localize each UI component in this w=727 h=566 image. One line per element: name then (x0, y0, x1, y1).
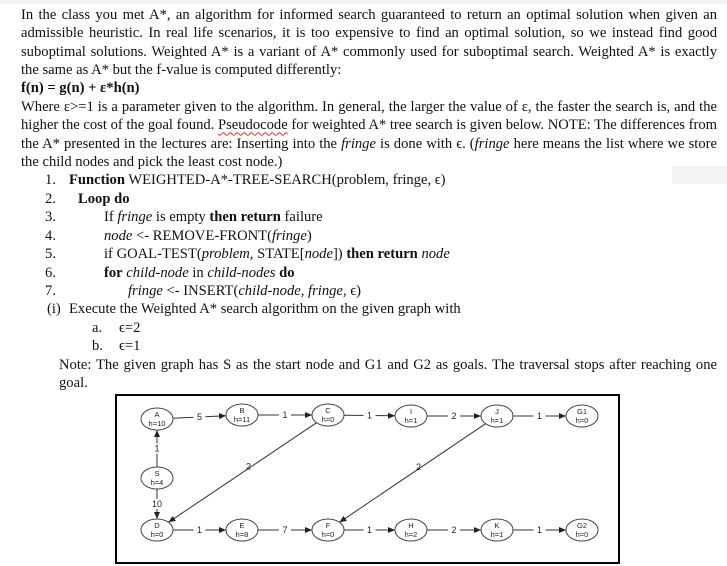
line-text: child-node, fringe, (238, 283, 347, 299)
algo-line-2: Loop do (78, 191, 130, 207)
line-text: node (304, 246, 333, 262)
node-label: F (325, 521, 331, 530)
line-number: 7. (45, 283, 56, 299)
p2-text-b: for weighted A* tree search is given below. NOTE: The differences from the A* presented in the lectures are: Inserting into the (21, 117, 718, 152)
edge-weight-E-F: 7 (282, 525, 288, 535)
edge-weight-S-A: 1 (154, 443, 160, 454)
edge-weight-B-C: 1 (282, 410, 288, 420)
node-heuristic: h=0 (150, 530, 164, 539)
formula: f(n) = g(n) + ε*h(n) (21, 80, 140, 96)
line-text: fringe (128, 283, 163, 299)
algo-line-4 (104, 228, 312, 245)
edge-weight-I-J: 2 (451, 411, 457, 421)
node-J (481, 405, 513, 427)
algo-line-6 (104, 265, 295, 282)
edge-weight-F-H: 1 (366, 525, 373, 535)
option-a-number: a. (92, 320, 103, 336)
node-heuristic: h=1 (490, 530, 504, 539)
edge-weight-C-D: 2 (245, 461, 252, 472)
node-F (312, 519, 344, 541)
line-text: child-nodes (207, 265, 276, 281)
node-heuristic: h=10 (148, 419, 166, 428)
line-text: problem, (201, 246, 254, 262)
edge-weight-J-F: 2 (415, 462, 422, 472)
node-B (226, 404, 258, 426)
line-text: fringe (117, 209, 153, 225)
edge-weight-C-I: 1 (366, 410, 373, 421)
node-E (226, 519, 258, 541)
line-text: <- INSERT( (162, 283, 239, 299)
keyword: then return (346, 246, 418, 262)
p2-text-d: here means the list where we store the child nodes and pick the least cost node.) (21, 135, 717, 171)
pseudocode-word: Pseudocode (217, 117, 288, 134)
node-label: G2 (576, 521, 588, 530)
edge-weight-S-D: 10 (151, 499, 163, 509)
keyword: then return (209, 209, 281, 225)
question-text: Execute the Weighted A* search algorithm on the given graph with (69, 301, 461, 317)
node-heuristic: h=8 (235, 530, 249, 539)
node-heuristic: h=1 (404, 416, 418, 425)
keyword: Function (69, 172, 125, 188)
keyword: for (104, 265, 123, 281)
line-text: WEIGHTED-A*-TREE-SEARCH(problem, fringe, ϵ) (124, 172, 446, 188)
node-heuristic: h=0 (321, 415, 335, 424)
edge-weight-D-E: 1 (196, 525, 203, 535)
node-G2 (566, 519, 598, 541)
line-number: 1. (45, 172, 56, 188)
line-text: <- REMOVE-FRONT( (132, 228, 272, 244)
node-label: C (325, 406, 331, 415)
node-I (395, 405, 427, 427)
line-text: if GOAL-TEST( (104, 246, 202, 262)
line-number: 2. (45, 191, 56, 207)
line-text: ]) (332, 246, 347, 262)
node-H (395, 519, 427, 541)
node-label: I (409, 407, 413, 416)
edge-weight-J-G1: 1 (536, 411, 543, 421)
line-number: 5. (45, 246, 56, 262)
node-label: E (239, 521, 245, 530)
edge-weight-A-B: 5 (196, 412, 203, 422)
line-number: 4. (45, 228, 56, 244)
node-heuristic: h=1 (490, 416, 504, 425)
intro-paragraph: In the class you met A*, an algorithm for informed search guaranteed to return an optimal solution when given an admissible heuristic. In real life scenarios, it is too expensive to find an optimal solution, so we instead find good suboptimal solutions. Weighted A* is a variant of A* commonly used for suboptimal search. Weighted A* is exactly the same as A* but the f-value is computed differently: (21, 7, 717, 79)
node-label: D (154, 521, 160, 530)
line-text: If (104, 209, 118, 225)
node-A (141, 408, 173, 430)
node-label: H (408, 521, 414, 530)
line-text: ϵ) (346, 283, 361, 299)
line-text: ) (306, 228, 312, 244)
node-label: S (154, 469, 160, 478)
node-G1 (566, 405, 598, 427)
line-text: failure (280, 209, 323, 225)
node-heuristic: h=4 (150, 478, 164, 487)
node-label: G1 (576, 407, 588, 416)
node-K (481, 519, 513, 541)
line-text: in (188, 265, 208, 281)
algo-line-3 (104, 209, 323, 226)
line-text: fringe (271, 228, 307, 244)
node-heuristic: h=0 (321, 530, 335, 539)
p2-fringe-2: fringe (474, 135, 510, 152)
graph-note: Note: The given graph has S as the start node and G1 and G2 as goals. The traversal stops after reaching one goal. (59, 357, 717, 392)
edge-C-D (168, 423, 316, 523)
line-text: child-node (122, 265, 189, 281)
node-heuristic: h=11 (233, 415, 251, 424)
option-b-number: b. (92, 338, 103, 354)
node-C (312, 404, 344, 426)
keyword: do (275, 265, 295, 281)
node-label: A (154, 410, 160, 419)
node-label: J (495, 407, 499, 416)
option-a-value: ϵ=2 (119, 320, 141, 336)
node-S (141, 467, 173, 489)
option-b-value: ϵ=1 (119, 338, 141, 354)
node-heuristic: h=0 (575, 530, 589, 539)
p2-text-c: is done with ϵ. ( (375, 135, 475, 152)
algo-line-5 (104, 246, 450, 263)
p2-text-a: Where ε>=1 is a parameter given to the algorithm. In general, the larger the value of ε, the faster the search is, and the higher the cost of the goal found. (21, 99, 717, 134)
algo-line-1 (69, 172, 446, 189)
node-label: B (239, 406, 245, 415)
node-heuristic: h=2 (404, 530, 418, 539)
p2-fringe: fringe (341, 135, 376, 152)
node-D (141, 519, 173, 541)
node-label: K (494, 521, 500, 530)
algo-line-7 (128, 283, 361, 300)
edge-J-F (339, 424, 485, 523)
graph-figure (115, 394, 620, 564)
line-number: 6. (45, 265, 56, 281)
line-number: 3. (45, 209, 56, 225)
line-text: node (417, 246, 450, 262)
line-text: is empty (152, 209, 210, 225)
question-label: (i) (47, 301, 61, 317)
graph-svg (117, 396, 618, 562)
line-text: STATE[ (253, 246, 305, 262)
edge-weight-H-K: 2 (451, 525, 457, 535)
node-heuristic: h=0 (575, 416, 589, 425)
edge-weight-K-G2: 1 (536, 525, 543, 535)
line-text: node (104, 228, 133, 244)
